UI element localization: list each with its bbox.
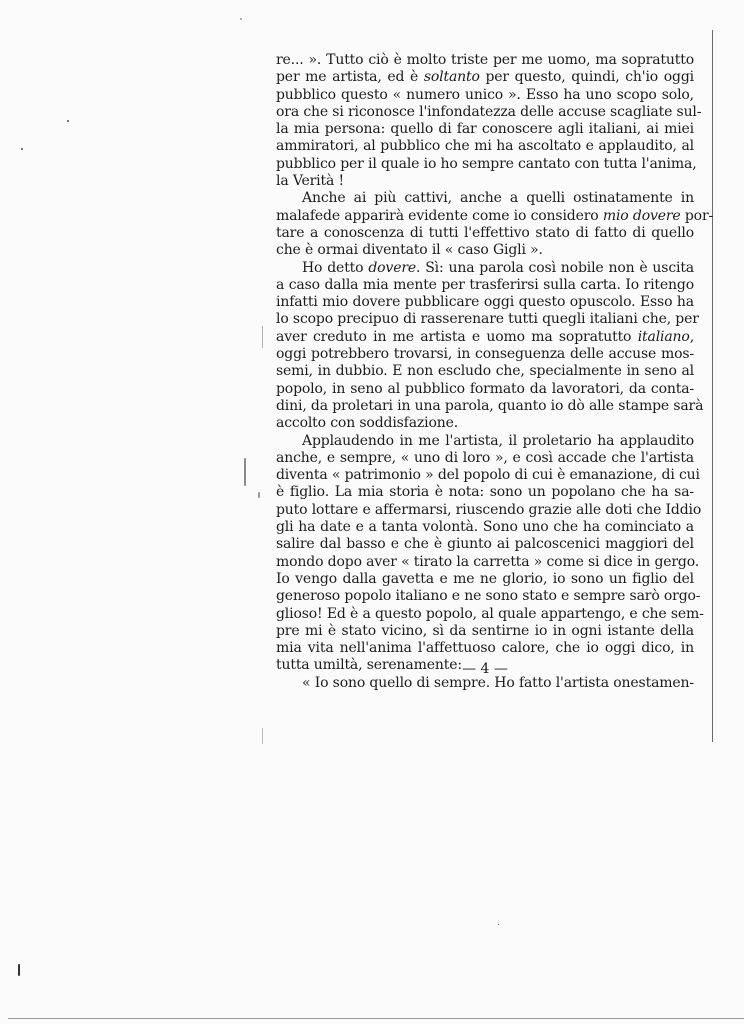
scan-speck xyxy=(240,18,242,20)
text-line xyxy=(276,450,694,467)
text-run: tutta umiltà, serenamente: xyxy=(276,657,462,674)
text-run: . Sì: una parola così nobile non è uscita xyxy=(416,259,695,276)
text-line xyxy=(276,190,694,207)
scan-speck xyxy=(262,728,263,744)
italic-run: italiano xyxy=(637,328,690,345)
scan-speck xyxy=(18,964,20,976)
scan-speck xyxy=(244,458,246,486)
text-line xyxy=(276,311,699,328)
text-run: Io vengo dalla gavetta e me ne glorio, io sono un figlio del xyxy=(276,570,694,587)
text-run: popolo, in seno al pubblico formato da lavoratori, da conta- xyxy=(276,380,694,397)
text-run: mia vita nell'anima l'affettuoso calore, che io oggi dico, in xyxy=(276,640,694,657)
text-run: diventa « patrimonio » del popolo di cui è emanazione, di cui xyxy=(276,467,700,484)
text-run: por- xyxy=(680,207,714,224)
text-line xyxy=(276,277,694,294)
text-run: glioso! Ed è a questo popolo, al quale appartengo, e che sem- xyxy=(276,605,704,622)
text-run: infatti mio dovere pubblicare oggi questo opuscolo. Esso ha xyxy=(276,294,694,311)
text-run: re... ». Tutto ciò è molto triste per me uomo, ma sopratutto xyxy=(276,52,694,68)
text-line xyxy=(276,242,694,259)
scan-speck xyxy=(498,924,499,925)
text-run: accolto con soddisfazione. xyxy=(276,415,459,432)
text-run: malafede apparirà evidente come io considero xyxy=(276,207,603,224)
text-run: aver creduto in me artista e uomo ma sopratutto xyxy=(276,328,638,345)
text-run: Applaudendo in me l'artista, il proletario ha applaudito xyxy=(302,432,694,449)
text-run: la mia persona: quello di far conoscere agli italiani, ai miei xyxy=(276,121,694,138)
text-line xyxy=(276,675,694,692)
text-line xyxy=(276,433,694,450)
text-line xyxy=(276,103,702,121)
scan-speck xyxy=(21,148,23,150)
text-line xyxy=(276,501,702,519)
text-line xyxy=(276,536,694,553)
text-line xyxy=(276,329,694,346)
paragraph xyxy=(276,259,704,433)
text-run: anche, e sempre, « uno di loro », e così accade che l'artista xyxy=(276,449,694,466)
text-run: pre mi è stato vicino, sì da sentirne io in ogni istante della xyxy=(276,622,694,639)
text-line xyxy=(276,69,694,86)
text-line xyxy=(276,173,694,190)
text-run: per questo, quindi, ch'io oggi xyxy=(479,69,694,86)
text-line xyxy=(276,346,694,363)
text-run: , xyxy=(689,328,694,345)
text-line xyxy=(276,588,701,605)
text-run: lo scopo precipuo di rasserenare tutti quegli italiani che, per xyxy=(276,311,699,328)
text-run: pubblico per il quale io ho sempre cantato con tutta l'anima, xyxy=(276,155,697,172)
scan-edge-right xyxy=(712,30,713,742)
body-text xyxy=(276,52,714,692)
text-run: a caso dalla mia mente per trasferirsi sulla carta. Io ritengo xyxy=(276,276,694,293)
text-run: « Io sono quello di sempre. Ho fatto l'artista onestamen- xyxy=(302,674,694,691)
text-run: Anche ai più cattivi, anche a quelli ostinatamente in xyxy=(302,190,694,207)
paragraph xyxy=(276,190,714,259)
text-run: che è ormai diventato il « caso Gigli ». xyxy=(276,242,543,259)
text-run: pubblico questo « numero unico ». Esso ha uno scopo solo, xyxy=(276,86,694,103)
text-line xyxy=(276,260,694,277)
text-run: semi, in dubbio. E non escludo che, specialmente in seno al xyxy=(276,363,694,380)
text-line xyxy=(276,519,694,536)
text-run: generoso popolo italiano e ne sono stato e sempre sarò orgo- xyxy=(276,588,701,605)
scan-speck xyxy=(67,120,69,122)
text-line xyxy=(276,363,694,380)
text-run: tare a conoscenza di tutti l'effettivo stato di fatto di quello xyxy=(276,224,694,241)
text-line xyxy=(276,571,694,588)
text-line xyxy=(276,381,694,398)
text-run: ammiratori, al pubblico che mi ha ascoltato e applaudito, al xyxy=(276,138,694,155)
text-run: è figlio. La mia storia è nota: sono un popolano che ha sa- xyxy=(276,484,694,501)
text-line xyxy=(276,155,697,173)
text-line xyxy=(276,640,694,657)
text-run: ora che si riconosce l'infondatezza delle accuse scagliate sul- xyxy=(276,103,702,120)
text-line xyxy=(276,207,714,225)
text-line xyxy=(276,415,694,432)
text-line xyxy=(276,87,694,104)
page-number: — 4 — xyxy=(462,661,508,677)
text-line xyxy=(276,52,694,69)
scan-speck xyxy=(262,326,263,348)
text-line xyxy=(276,553,700,571)
text-run: salire dal basso e che è giunto ai palcoscenici maggiori del xyxy=(276,536,694,553)
text-line xyxy=(276,138,694,155)
italic-run: mio dovere xyxy=(602,207,681,224)
text-run: puto lottare e affermarsi, riuscendo grazie alle doti che Iddio xyxy=(276,501,702,518)
italic-run: soltanto xyxy=(423,69,480,86)
text-line xyxy=(276,225,694,242)
text-run: oggi potrebbero trovarsi, in conseguenza delle accuse mos- xyxy=(276,346,694,363)
paragraph xyxy=(276,432,704,675)
text-line xyxy=(276,623,694,640)
text-line xyxy=(276,605,704,623)
scan-edge-bottom xyxy=(8,1018,744,1019)
scan-speck xyxy=(258,492,260,498)
text-line xyxy=(276,467,700,484)
text-run: dini, da proletari in una parola, quanto io dò alle stampe sarà xyxy=(276,397,704,414)
text-run: la Verità ! xyxy=(276,173,344,190)
text-run: mondo dopo aver « tirato la carretta » come si dice in gergo. xyxy=(276,553,700,570)
text-line xyxy=(276,484,694,501)
text-line xyxy=(276,121,694,138)
text-line xyxy=(276,294,694,311)
text-run: Ho detto xyxy=(302,259,369,276)
paragraph xyxy=(276,52,702,190)
text-run: per me artista, ed è xyxy=(276,69,424,86)
italic-run: dovere xyxy=(368,259,417,276)
text-run: gli ha date e a tanta volontà. Sono uno che ha cominciato a xyxy=(276,519,694,536)
paragraph xyxy=(276,675,694,692)
text-line xyxy=(276,397,704,415)
